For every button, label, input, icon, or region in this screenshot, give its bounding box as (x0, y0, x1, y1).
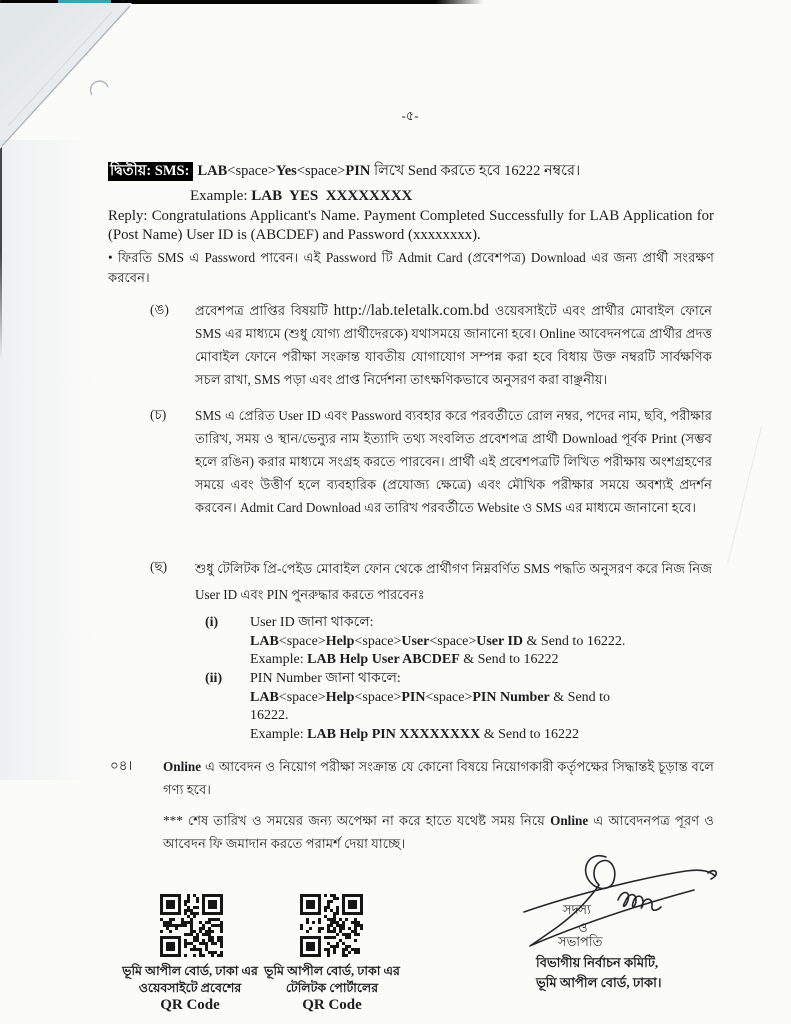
online-word: Online (163, 759, 202, 774)
recovery-title: User ID জানা থাকলে: (250, 615, 374, 630)
qr-caption-teletalk (257, 963, 407, 1014)
qr-caption-website (115, 963, 265, 1014)
qr-caption-title: QR Code (160, 997, 220, 1013)
fold-crease (0, 0, 160, 160)
advice-paragraph (163, 809, 714, 855)
sub-item-label: (i) (205, 615, 219, 630)
cmd-tail: & Send to 16222. (523, 633, 626, 649)
cmd-lab: LAB (250, 633, 279, 649)
recovery-example (250, 651, 675, 670)
cmd-yes: Yes (275, 163, 297, 179)
sub-item-text (250, 670, 675, 744)
signature-org-committee: বিভাগীয় নির্বাচন কমিটি, (536, 955, 659, 970)
password-note: • ফিরতি SMS এ Password পাবেন। এই Password টি Admit Card (প্রবেশপত্র) Download এর জন্য প্রার্থী সংরক্ষণ করবেন। (108, 250, 714, 285)
cmd-sep: <space> (227, 163, 276, 179)
cmd-sep: <space> (429, 633, 477, 649)
sub-item-text (250, 614, 675, 670)
item-04-body: এ আবেদন ও নিয়োগ পরীক্ষা সংক্রান্ত যে কোনো বিষয়ে নিয়োগকারী কর্তৃপক্ষের সিদ্ধান্তই চূড়ান্ত বলে গণ্য হবে। (163, 759, 714, 797)
qr-caption-line: ভূমি আপীল বোর্ড, ঢাকা এর (122, 964, 258, 978)
cmd-sep: <space> (278, 689, 326, 705)
recovery-command-wrap: 16222. (250, 708, 289, 723)
qr-caption-line: ওয়েবসাইটে প্রবেশের (138, 981, 242, 995)
example-line (190, 188, 412, 205)
cmd-lab: LAB (250, 689, 279, 705)
cmd-pin: PIN (345, 163, 371, 179)
example-tail: & Send to 16222 (480, 726, 579, 742)
recovery-example (250, 726, 675, 745)
signature-org-board: ভূমি আপীল বোর্ড, ঢাকা। (536, 975, 662, 990)
example-label: Example: (190, 188, 252, 204)
section-cho (150, 404, 712, 519)
example-value: LAB Help User ABCDEF (307, 652, 460, 667)
item-04-text (163, 755, 714, 801)
cmd-lab: LAB (197, 163, 228, 179)
section-text-post: ওয়েবসাইটে এবং প্রার্থীর মোবাইল ফোনে SMS এর মাধ্যমে (শুধু যোগ্য প্রার্থীদেরকে) যথাসময়ে জানানো হবে। Online আবেদনপত্রে প্রার্থীর প্রদত্ত মোবাইল ফোনে পরীক্ষা সংক্রান্ত যাবতীয় যোগাযোগ সম্পন্ন করা হবে বিধায় উক্ত নম্বরটি সার্বক্ষণিক সচল রাখা, SMS পড়া এবং প্রাপ্ত নির্দেশনা তাৎক্ষণিকভাবে অনুসরণ করা বাঞ্ছনীয়। (195, 303, 713, 387)
qr-caption-line: টেলিটক পোর্টালের (285, 981, 379, 995)
item-04 (110, 755, 714, 801)
advice-pre: *** শেষ তারিখ ও সময়ের জন্য অপেক্ষা না করে হাতে যথেষ্ট সময় নিয়ে (163, 813, 551, 828)
section-ungo (150, 299, 712, 391)
qr-caption-title: QR Code (302, 997, 362, 1013)
signature-conjunction: ও (578, 920, 588, 935)
qr-caption-line: ভূমি আপীল বোর্ড, ঢাকা এর (264, 964, 400, 978)
cmd-sep: <space> (354, 633, 402, 649)
scan-right-crease (727, 427, 762, 563)
signature-role-member: সদস্য (563, 902, 591, 917)
qr-code-website-icon (160, 894, 223, 957)
example-value: LAB Help PIN XXXXXXXX (307, 726, 481, 742)
recovery-item-userid (205, 614, 675, 670)
cmd-pin: PIN (401, 689, 426, 705)
section-text-pre: প্রবেশপত্র প্রাপ্তির বিষয়টি (195, 303, 334, 318)
example-label: Example: (250, 726, 308, 742)
cmd-pinnumber: PIN Number (472, 689, 550, 705)
cmd-sep: <space> (425, 689, 473, 705)
recovery-title: PIN Number জানা থাকলে: (250, 671, 401, 686)
example-tail: & Send to 16222 (459, 652, 559, 667)
reply-paragraph: Reply: Congratulations Applicant's Name. Payment Completed Successfully for LAB Application for (Post Name) User ID is (ABCDEF) and Password (xxxxxxxx). (108, 208, 714, 243)
section-label: (চ) (150, 407, 167, 422)
scan-shadow-wash (0, 140, 95, 780)
example-value: LAB YES XXXXXXXX (251, 188, 413, 204)
hole-punch (91, 81, 108, 95)
section-label: (ঙ) (150, 302, 169, 317)
signature-role-chairman: সভাপতি (558, 934, 603, 949)
recovery-command (250, 689, 675, 708)
item-04-label: ০৪। (110, 758, 133, 773)
cmd-tail: লিখে Send করতে হবে 16222 নম্বরে। (370, 163, 581, 179)
cmd-userid: User ID (476, 633, 524, 649)
advice-post: এ আবেদনপত্র পূরণ ও আবেদন ফি জমাদান করতে পরামর্শ দেয়া যাচ্ছে। (163, 813, 714, 851)
section-text: SMS এ প্রেরিত User ID এবং Password ব্যবহার করে পরবর্তীতে রোল নম্বর, পদের নাম, ছবি, পরীক্ষার তারিখ, সময় ও স্থান/ভেন্যুর নাম ইত্যাদি তথ্য সংবলিত প্রবেশপত্র প্রার্থী Download পূর্বক Print (সম্ভব হলে রঙিন) করার মাধ্যমে সংগ্রহ করতে পারবেন। প্রার্থী এই প্রবেশপত্রটি লিখিত পরীক্ষায় অংশগ্রহণের সময়ে এবং উত্তীর্ণ হলে ব্যবহারিক (প্রযোজ্য ক্ষেত্রে) এবং মৌখিক পরীক্ষার সময়ে অবশ্যই প্রদর্শন করবেন। Admit Card Download এর তারিখ পরবর্তীতে Website ও SMS এর মাধ্যমে জানানো হবে। (195, 408, 712, 515)
cmd-user: User (401, 633, 430, 649)
section-label: (ছ) (150, 559, 168, 574)
cmd-tail: & Send to (549, 689, 611, 705)
online-word: Online (550, 813, 589, 828)
sms-step-two-line (108, 160, 718, 182)
cmd-help: Help (325, 689, 355, 705)
cmd-sep: <space> (296, 163, 346, 179)
section-chho (150, 556, 712, 608)
page-number: -৫- (401, 108, 419, 123)
section-text (195, 299, 712, 391)
cmd-sep: <space> (354, 689, 402, 705)
step-two-highlight: দ্বিতীয়: SMS: (108, 162, 193, 181)
teletalk-url: http://lab.teletalk.com.bd (333, 302, 490, 319)
recovery-item-pin (205, 670, 675, 744)
recovery-command (250, 633, 675, 652)
sub-item-label: (ii) (205, 671, 223, 686)
qr-code-teletalk-icon (300, 894, 363, 957)
cmd-sep: <space> (278, 633, 326, 649)
signature-scribble (518, 850, 728, 948)
example-label: Example: (250, 652, 308, 667)
section-text: শুধু টেলিটক প্রি-পেইড মোবাইল ফোন থেকে প্রার্থীগণ নিম্নবর্ণিত SMS পদ্ধতি অনুসরণ করে নিজ নিজ User ID এবং PIN পুনরুদ্ধার করতে পারবেনঃ (195, 561, 712, 602)
cmd-help: Help (325, 633, 355, 649)
